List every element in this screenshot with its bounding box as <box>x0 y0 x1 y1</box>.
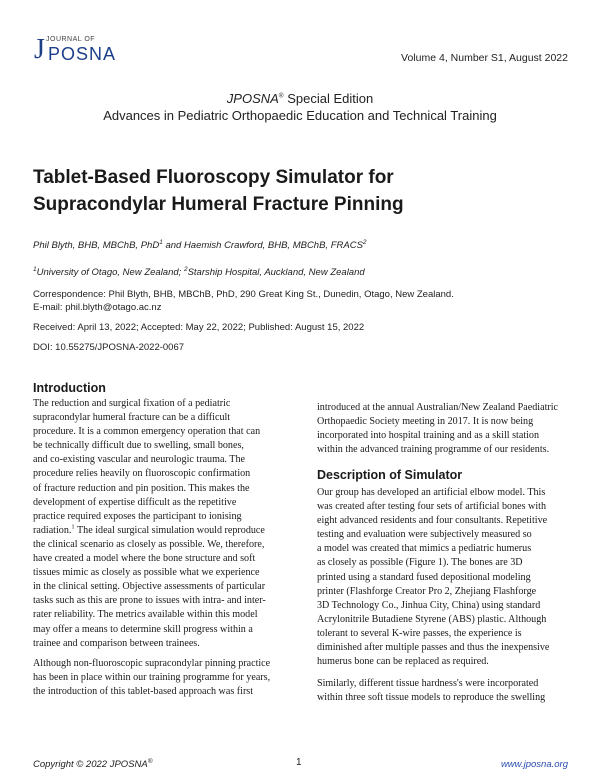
text-line <box>33 637 298 651</box>
text-line-content: tasks such as this are prone to issues with intra- and inter- <box>33 595 266 607</box>
text-line <box>317 415 572 429</box>
text-line-content: in the clinical setting. Objective assessments of particular <box>33 581 266 593</box>
text-line-content: within three soft tissue models to reproduce the swelling <box>317 692 546 704</box>
text-line <box>33 467 298 481</box>
text-line <box>317 486 572 500</box>
text-line-content: eight advanced residents and four consultants. Repetitive <box>317 515 548 527</box>
text-line <box>317 691 572 705</box>
text-line-content: procedure. It is a common emergency operation that can <box>33 426 261 438</box>
text-line <box>317 585 572 599</box>
logo-j: J <box>34 34 45 65</box>
text-line <box>33 439 298 453</box>
text-line <box>33 538 298 552</box>
description-paragraph-2 <box>317 677 572 705</box>
text-line-content: Similarly, different tissue hardness's were incorporated <box>317 678 539 690</box>
author-1: Phil Blyth, BHB, MBChB, PhD <box>33 240 160 251</box>
copyright-text: Copyright © 2022 JPOSNA <box>33 759 148 770</box>
text-line-content: be technically difficult due to swelling, small bones, <box>33 440 244 452</box>
text-line-content: Although non-fluoroscopic supracondylar pinning practice <box>33 657 271 669</box>
introduction-heading: Introduction <box>33 381 106 395</box>
text-line-content: The reduction and surgical fixation of a pediatric <box>33 398 231 409</box>
intro-paragraph-1 <box>33 397 298 651</box>
text-line <box>33 566 298 580</box>
website-link[interactable]: www.jposna.org <box>500 759 568 770</box>
authors <box>33 240 367 251</box>
affil-2-sup: 2 <box>183 265 188 273</box>
text-line <box>317 528 572 542</box>
text-line-tail: The ideal surgical simulation would reproduce <box>74 524 265 536</box>
edition-subtitle: Advances in Pediatric Orthopaedic Education and Technical Training <box>103 108 497 123</box>
text-line-content: Our group has developed an artificial elbow model. This <box>317 487 546 498</box>
affil-1: University of Otago, New Zealand; <box>36 267 184 278</box>
text-line-content: has been in place within our training programme for years, <box>33 671 271 683</box>
citation-sup: 1 <box>71 523 75 531</box>
doi-link[interactable]: DOI: 10.55275/JPOSNA-2022-0067 <box>33 342 185 353</box>
text-line-content: procedure relies heavily on fluoroscopic confirmation <box>33 468 251 480</box>
text-line-content: the introduction of this tablet-based approach was first <box>33 685 254 697</box>
edition-mark: ® <box>278 92 284 100</box>
text-line <box>33 685 298 699</box>
text-line <box>33 453 298 467</box>
text-line-content: tissues mimic as closely as possible what we experience <box>33 567 260 579</box>
text-line-content: radiation. <box>33 524 72 536</box>
right-column <box>317 486 572 705</box>
logo-small-text: JOURNAL OF <box>46 36 96 43</box>
text-line-content: diminished after multiple passes and thus the inexpensive <box>317 642 550 654</box>
footer-copyright <box>33 759 153 770</box>
text-line <box>33 608 298 622</box>
text-line-content: as closely as possible (Figure 1). The bones are 3D <box>317 557 523 569</box>
text-line <box>33 594 298 608</box>
text-line-content: and co-existing vascular and neurologic trauma. The <box>33 454 245 466</box>
text-line <box>33 510 298 524</box>
intro-paragraph-2 <box>33 657 298 699</box>
text-line-content: development of expertise difficult as the repetitive <box>33 496 237 508</box>
text-line <box>33 671 298 685</box>
text-line <box>33 397 298 411</box>
page-number: 1 <box>296 757 302 768</box>
volume-info: Volume 4, Number S1, August 2022 <box>401 52 568 64</box>
text-line <box>317 542 572 556</box>
text-line-content: Acrylonitrile Butadiene Styrene (ABS) plastic. Although <box>317 613 547 625</box>
copyright-mark: ® <box>147 757 153 765</box>
text-line <box>317 401 572 415</box>
text-line-content: humerus bone can be replaced as required. <box>317 656 489 668</box>
text-line <box>317 641 572 655</box>
text-line-content: was created after testing four sets of artificial bones with <box>317 501 546 513</box>
text-line <box>317 500 572 514</box>
text-line <box>317 613 572 627</box>
text-line-content: practice required exposes the participant to ionising <box>33 510 242 522</box>
correspondence: Correspondence: Phil Blyth, BHB, MBChB, PhD, 290 Great King St., Dunedin, Otago, New Zealand. <box>33 289 454 300</box>
text-line <box>33 524 298 538</box>
title-line-2: Supracondylar Humeral Fracture Pinning <box>33 194 404 215</box>
text-line-content: tolerant to several K-wire passes, the experience is <box>317 627 522 639</box>
text-line <box>33 482 298 496</box>
left-column <box>33 397 298 699</box>
text-line-content: incorporated into hospital training and as a skill station <box>317 430 540 442</box>
text-line-content: within the advanced training programme of our residents. <box>317 444 550 456</box>
edition-line <box>0 91 600 106</box>
description-paragraph-1 <box>317 486 572 669</box>
text-line <box>317 677 572 691</box>
edition-label: Special Edition <box>283 91 374 106</box>
text-line-content: supracondylar humeral fracture can be a difficult <box>33 412 231 424</box>
title-line-1: Tablet-Based Fluoroscopy Simulator for <box>33 167 394 188</box>
text-line <box>317 627 572 641</box>
text-line <box>317 429 572 443</box>
text-line <box>33 425 298 439</box>
text-line <box>33 552 298 566</box>
article-title <box>33 164 404 218</box>
text-line <box>317 571 572 585</box>
logo-posna: POSNA <box>48 44 117 64</box>
text-line <box>317 514 572 528</box>
text-line-content: introduced at the annual Australian/New Zealand Paediatric <box>317 402 559 413</box>
continuation-paragraph <box>317 401 572 457</box>
text-line-content: 3D Technology Co., Jinhua City, China) using standard <box>317 599 541 611</box>
text-line-content: rater reliability. The metrics available within this model <box>33 609 258 621</box>
text-line-content: a model was created that mimics a pediatric humerus <box>317 543 532 555</box>
text-line <box>317 443 572 457</box>
edition-journal: JPOSNA <box>226 91 279 106</box>
text-line-content: printer (Flashforge Creator Pro 2, Zhejiang Flashforge <box>317 585 537 597</box>
affil-2: Starship Hospital, Auckland, New Zealand <box>187 267 365 278</box>
text-line <box>317 599 572 613</box>
text-line-content: of fracture reduction and pin position. This makes the <box>33 482 250 494</box>
text-line <box>33 411 298 425</box>
text-line <box>33 657 298 671</box>
author-2-sup: 2 <box>362 238 367 246</box>
affiliations <box>33 267 365 278</box>
journal-logo <box>34 36 144 64</box>
text-line-content: may offer a means to determine skill progress within a <box>33 623 253 635</box>
text-line <box>33 580 298 594</box>
text-line <box>33 623 298 637</box>
text-line-content: have created a model where the bone structure and soft <box>33 553 256 565</box>
description-heading: Description of Simulator <box>317 468 463 482</box>
author-1-sup: 1 <box>159 238 163 246</box>
text-line-content: testing and evaluation were subjectively measured so <box>317 529 532 541</box>
email-link[interactable]: E-mail: phil.blyth@otago.ac.nz <box>33 302 162 313</box>
author-2: and Haemish Crawford, BHB, MBChB, FRACS <box>162 240 363 251</box>
text-line <box>33 496 298 510</box>
text-line-content: printed using a standard fused depositional modeling <box>317 571 531 583</box>
affil-1-sup: 1 <box>33 265 37 273</box>
text-line <box>317 556 572 570</box>
text-line-content: Orthopaedic Society meeting in 2017. It is now being <box>317 416 534 428</box>
text-line-content: the clinical scenario as closely as possible. We, therefore, <box>33 538 265 550</box>
text-line-content: trainee and comparison between trainees. <box>33 637 200 649</box>
text-line <box>317 655 572 669</box>
right-column-continuation <box>317 401 572 457</box>
dates: Received: April 13, 2022; Accepted: May 22, 2022; Published: August 15, 2022 <box>33 322 365 333</box>
